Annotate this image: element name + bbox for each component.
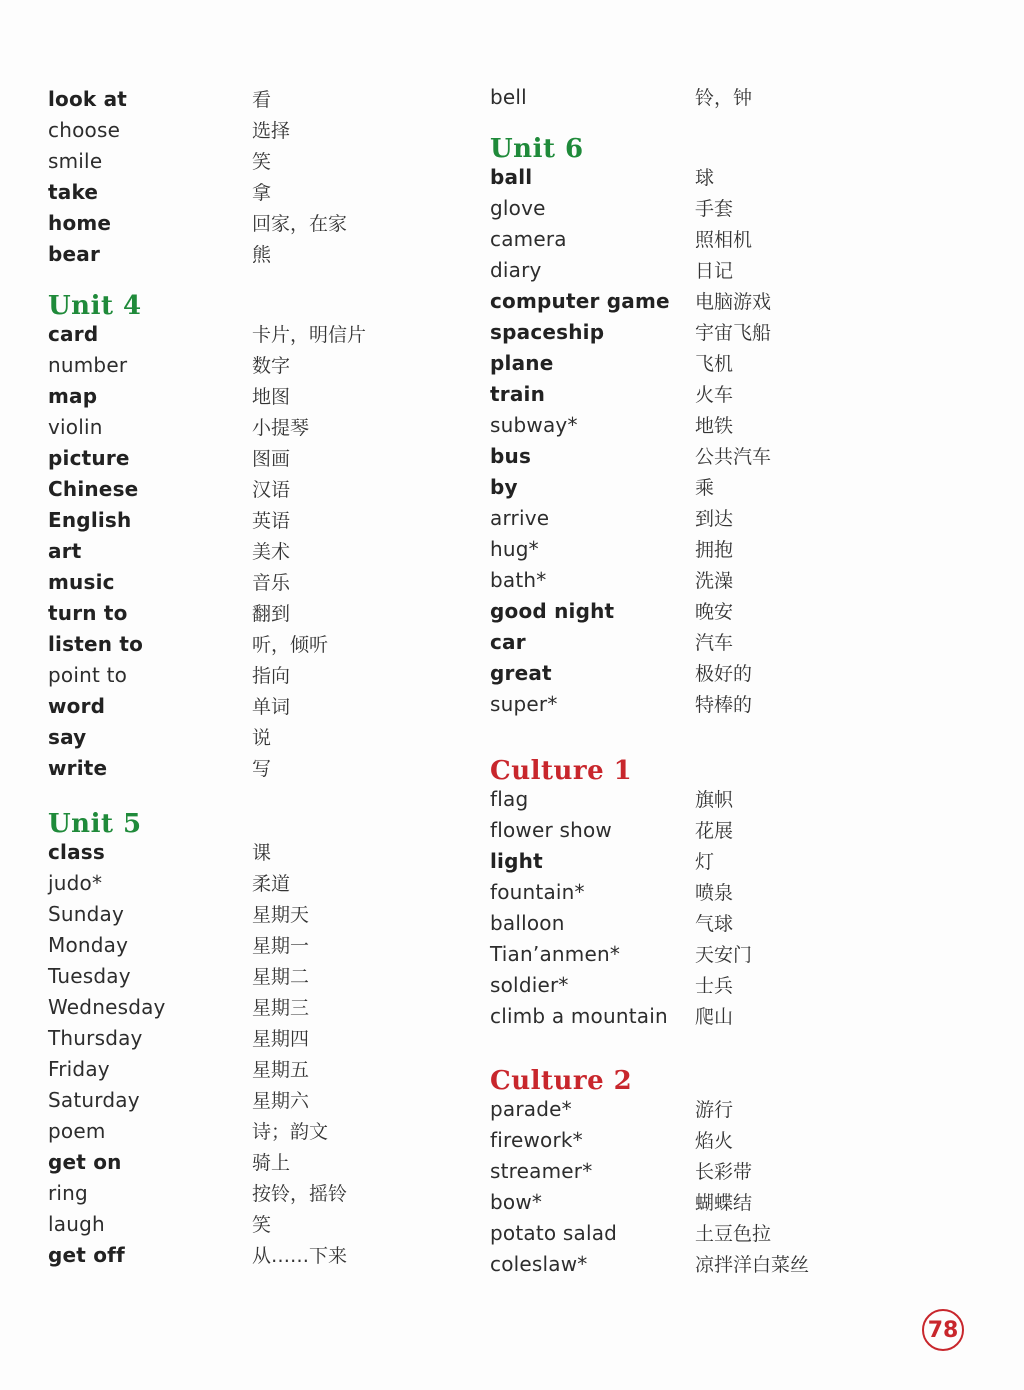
vocab-row [490,908,1010,939]
chinese-meaning: 蝴蝶结 [695,1192,753,1214]
vocab-row [490,970,1010,1001]
vocab-row [490,596,1010,627]
vocab-row [48,177,448,208]
chinese-meaning: 乘 [695,477,715,499]
chinese-meaning: 星期一 [252,935,310,957]
english-word: flag [490,787,529,811]
english-word: streamer* [490,1159,593,1183]
english-word: ring [48,1181,88,1205]
english-word: write [48,756,108,780]
english-word: picture [48,446,130,470]
english-word: diary [490,258,542,282]
vocab-row [48,381,448,412]
english-word: bath* [490,568,547,592]
english-word: balloon [490,911,565,935]
chinese-meaning: 到达 [695,508,734,530]
vocab-row [48,1023,448,1054]
vocab-row [48,115,448,146]
english-word: subway* [490,413,578,437]
english-word: music [48,570,115,594]
chinese-meaning: 凉拌洋白菜丝 [695,1254,810,1276]
vocab-row [490,82,1010,113]
chinese-meaning: 手套 [695,198,734,220]
chinese-meaning: 天安门 [695,944,753,966]
chinese-meaning: 说 [252,727,272,749]
chinese-meaning: 拿 [252,182,272,204]
vocab-row [490,877,1010,908]
english-word: ball [490,165,533,189]
english-word: look at [48,87,128,111]
chinese-meaning: 电脑游戏 [695,291,772,313]
english-word: flower show [490,818,612,842]
vocab-row [490,1249,1010,1280]
chinese-meaning: 音乐 [252,572,291,594]
vocab-row [48,899,448,930]
english-word: parade* [490,1097,572,1121]
vocab-row [48,837,448,868]
english-word: great [490,661,552,685]
vocab-row [490,939,1010,970]
chinese-meaning: 英语 [252,510,291,532]
chinese-meaning: 汉语 [252,479,291,501]
chinese-meaning: 听，倾听 [252,634,329,656]
vocab-row [490,224,1010,255]
english-word: English [48,508,132,532]
chinese-meaning: 土豆色拉 [695,1223,772,1245]
chinese-meaning: 骑上 [252,1152,291,1174]
vocab-row [490,255,1010,286]
vocab-row [490,846,1010,877]
chinese-meaning: 星期二 [252,966,310,988]
chinese-meaning: 洗澡 [695,570,734,592]
unit-6-word-list [490,162,1010,720]
english-word: by [490,475,518,499]
english-word: Sunday [48,902,125,926]
chinese-meaning: 诗；韵文 [252,1121,329,1143]
english-word: soldier* [490,973,569,997]
english-word: Tian’anmen* [490,942,621,966]
chinese-meaning: 笑 [252,151,272,173]
vocab-row [48,1085,448,1116]
english-word: Tuesday [48,964,131,988]
unit-4-word-list [48,319,448,784]
vocab-row [48,722,448,753]
english-word: Friday [48,1057,110,1081]
english-word: class [48,840,106,864]
vocab-row [490,441,1010,472]
word-list-continued [48,84,448,270]
chinese-meaning: 球 [695,167,715,189]
vocab-row [48,84,448,115]
vocab-row [48,505,448,536]
vocab-row [490,689,1010,720]
chinese-meaning: 回家，在家 [252,213,348,235]
chinese-meaning: 爬山 [695,1006,734,1028]
vocab-row [490,815,1010,846]
chinese-meaning: 旗帜 [695,789,734,811]
english-word: get on [48,1150,122,1174]
vocab-row [48,1240,448,1271]
vocab-row [48,1147,448,1178]
vocab-row [490,1187,1010,1218]
chinese-meaning: 翻到 [252,603,291,625]
vocab-row [490,1156,1010,1187]
english-word: plane [490,351,554,375]
vocab-row [48,660,448,691]
english-word: choose [48,118,121,142]
chinese-meaning: 星期六 [252,1090,310,1112]
english-word: violin [48,415,103,439]
culture-2-word-list [490,1094,1010,1280]
vocab-row [48,239,448,270]
english-word: super* [490,692,558,716]
english-word: Thursday [48,1026,143,1050]
chinese-meaning: 熊 [252,244,272,266]
chinese-meaning: 写 [252,758,272,780]
vocab-row [48,319,448,350]
chinese-meaning: 指向 [252,665,291,687]
chinese-meaning: 士兵 [695,975,734,997]
vocab-row [490,1125,1010,1156]
chinese-meaning: 照相机 [695,229,753,251]
vocab-row [48,474,448,505]
english-word: Monday [48,933,129,957]
vocab-row [48,208,448,239]
page-number: 78 [922,1309,964,1351]
vocab-row [490,162,1010,193]
chinese-meaning: 星期四 [252,1028,310,1050]
vocab-row [490,565,1010,596]
unit-5-word-list [48,837,448,1271]
chinese-meaning: 日记 [695,260,734,282]
english-word: take [48,180,99,204]
english-word: number [48,353,128,377]
english-word: point to [48,663,128,687]
vocab-row [48,412,448,443]
english-word: fountain* [490,880,585,904]
vocab-row [490,286,1010,317]
english-word: bow* [490,1190,543,1214]
english-word: art [48,539,82,563]
chinese-meaning: 喷泉 [695,882,734,904]
english-word: laugh [48,1212,105,1236]
english-word: Saturday [48,1088,140,1112]
english-word: camera [490,227,567,251]
chinese-meaning: 课 [252,842,272,864]
vocab-row [490,193,1010,224]
chinese-meaning: 小提琴 [252,417,310,439]
vocab-row [490,627,1010,658]
vocab-row [490,379,1010,410]
english-word: good night [490,599,615,623]
chinese-meaning: 飞机 [695,353,734,375]
chinese-meaning: 星期五 [252,1059,310,1081]
chinese-meaning: 地铁 [695,415,734,437]
vocab-row [48,1054,448,1085]
chinese-meaning: 按铃，摇铃 [252,1183,348,1205]
chinese-meaning: 拥抱 [695,539,734,561]
vocab-row [48,598,448,629]
english-word: Chinese [48,477,139,501]
chinese-meaning: 选择 [252,120,291,142]
english-word: turn to [48,601,128,625]
chinese-meaning: 看 [252,89,272,111]
english-word: coleslaw* [490,1252,588,1276]
chinese-meaning: 数字 [252,355,291,377]
english-word: bus [490,444,532,468]
vocab-row [48,930,448,961]
english-word: light [490,849,543,873]
english-word: card [48,322,99,346]
unit-6-heading: Unit 6 [490,134,584,164]
vocab-row [48,536,448,567]
vocab-row [490,534,1010,565]
vocab-row [48,146,448,177]
culture-1-word-list [490,784,1010,1032]
chinese-meaning: 气球 [695,913,734,935]
culture-2-heading: Culture 2 [490,1066,633,1096]
chinese-meaning: 花展 [695,820,734,842]
vocab-row [48,1116,448,1147]
chinese-meaning: 焰火 [695,1130,734,1152]
unit-5-heading: Unit 5 [48,809,142,839]
vocab-row [490,1001,1010,1032]
chinese-meaning: 星期天 [252,904,310,926]
english-word: car [490,630,526,654]
chinese-meaning: 图画 [252,448,291,470]
vocab-row [490,784,1010,815]
english-word: arrive [490,506,550,530]
chinese-meaning: 特棒的 [695,694,753,716]
vocab-row [48,753,448,784]
english-word: train [490,382,546,406]
chinese-meaning: 笑 [252,1214,272,1236]
english-word: get off [48,1243,125,1267]
chinese-meaning: 地图 [252,386,291,408]
chinese-meaning: 汽车 [695,632,734,654]
chinese-meaning: 星期三 [252,997,310,1019]
english-word: smile [48,149,103,173]
english-word: climb a mountain [490,1004,668,1028]
chinese-meaning: 极好的 [695,663,753,685]
chinese-meaning: 单词 [252,696,291,718]
english-word: listen to [48,632,144,656]
english-word: potato salad [490,1221,618,1245]
english-word: say [48,725,87,749]
vocab-row [48,629,448,660]
english-word: firework* [490,1128,583,1152]
vocab-row [490,1094,1010,1125]
chinese-meaning: 灯 [695,851,715,873]
vocab-row [48,443,448,474]
english-word: map [48,384,98,408]
english-word: Wednesday [48,995,166,1019]
english-word: word [48,694,106,718]
vocab-row [48,868,448,899]
vocab-row [48,567,448,598]
english-word: home [48,211,112,235]
chinese-meaning: 火车 [695,384,734,406]
chinese-meaning: 宇宙飞船 [695,322,772,344]
vocab-row [48,992,448,1023]
chinese-meaning: 长彩带 [695,1161,753,1183]
english-word: spaceship [490,320,605,344]
english-word: bell [490,85,527,109]
vocab-row [48,1178,448,1209]
english-word: bear [48,242,101,266]
english-word: computer game [490,289,670,313]
english-word: glove [490,196,546,220]
vocab-row [490,1218,1010,1249]
english-word: judo* [48,871,103,895]
chinese-meaning: 游行 [695,1099,734,1121]
culture-1-heading: Culture 1 [490,756,633,786]
vocab-row [490,658,1010,689]
chinese-meaning: 从……下来 [252,1245,348,1267]
vocab-row [48,1209,448,1240]
vocab-row [490,472,1010,503]
vocab-row [48,691,448,722]
vocab-row [48,961,448,992]
vocab-row [48,350,448,381]
right-column [490,82,1010,1280]
chinese-meaning: 铃，钟 [695,87,753,109]
unit-4-heading: Unit 4 [48,291,142,321]
chinese-meaning: 美术 [252,541,291,563]
vocab-row [490,348,1010,379]
vocab-row [490,317,1010,348]
chinese-meaning: 晚安 [695,601,734,623]
vocab-row [490,410,1010,441]
left-column [48,84,448,1271]
vocab-row [490,503,1010,534]
chinese-meaning: 公共汽车 [695,446,772,468]
english-word: poem [48,1119,106,1143]
english-word: hug* [490,537,539,561]
chinese-meaning: 柔道 [252,873,291,895]
chinese-meaning: 卡片，明信片 [252,324,367,346]
word-list-continued [490,82,1010,113]
